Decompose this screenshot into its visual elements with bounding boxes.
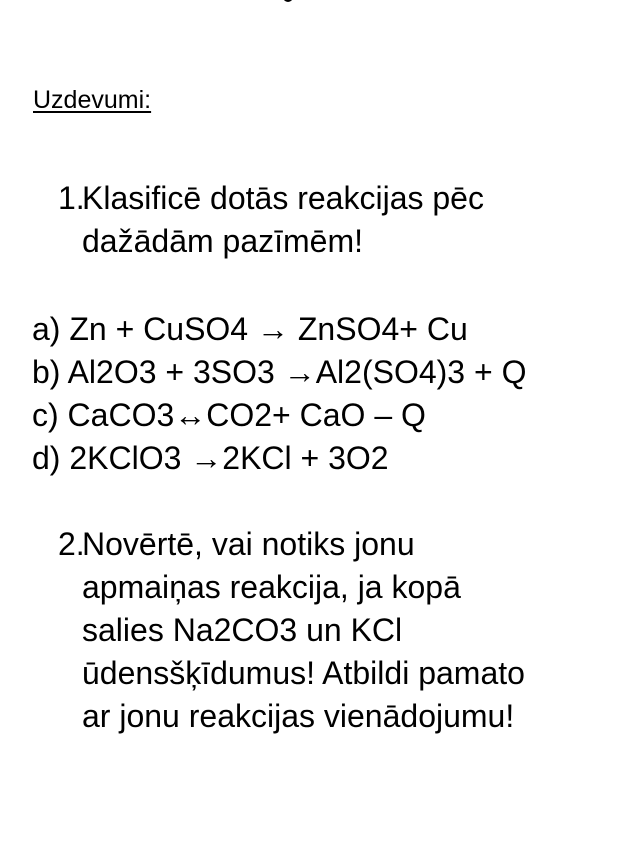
task-1-number: 1. (58, 180, 85, 216)
reaction-a: a) Zn + CuSO4 → ZnSO4+ Cu (32, 311, 468, 347)
task-1-line: Klasificē dotās reakcijas pēc (82, 180, 484, 216)
task-2-line: Novērtē, vai notiks jonu (82, 526, 415, 562)
task-2-line: ūdensšķīdumus! Atbildi pamato (82, 655, 525, 691)
task-2-line: salies Na2CO3 un KCl (82, 612, 403, 648)
task-1-line: dažādām pazīmēm! (82, 223, 364, 259)
reaction-list (32, 308, 526, 480)
task-2-text (82, 523, 525, 738)
reaction-c: c) CaCO3↔CO2+ CaO – Q (32, 397, 426, 433)
task-1-text (82, 177, 484, 263)
reaction-d: d) 2KClO3 →2KCl + 3O2 (32, 440, 389, 476)
reaction-b: b) Al2O3 + 3SO3 →Al2(SO4)3 + Q (32, 354, 527, 390)
cropped-glyph (283, 0, 297, 2)
task-2-line: apmaiņas reakcija, ja kopā (82, 569, 461, 605)
section-heading: Uzdevumi: (33, 86, 152, 114)
task-2-line: ar jonu reakcijas vienādojumu! (82, 698, 515, 734)
task-2-number: 2. (58, 526, 85, 562)
